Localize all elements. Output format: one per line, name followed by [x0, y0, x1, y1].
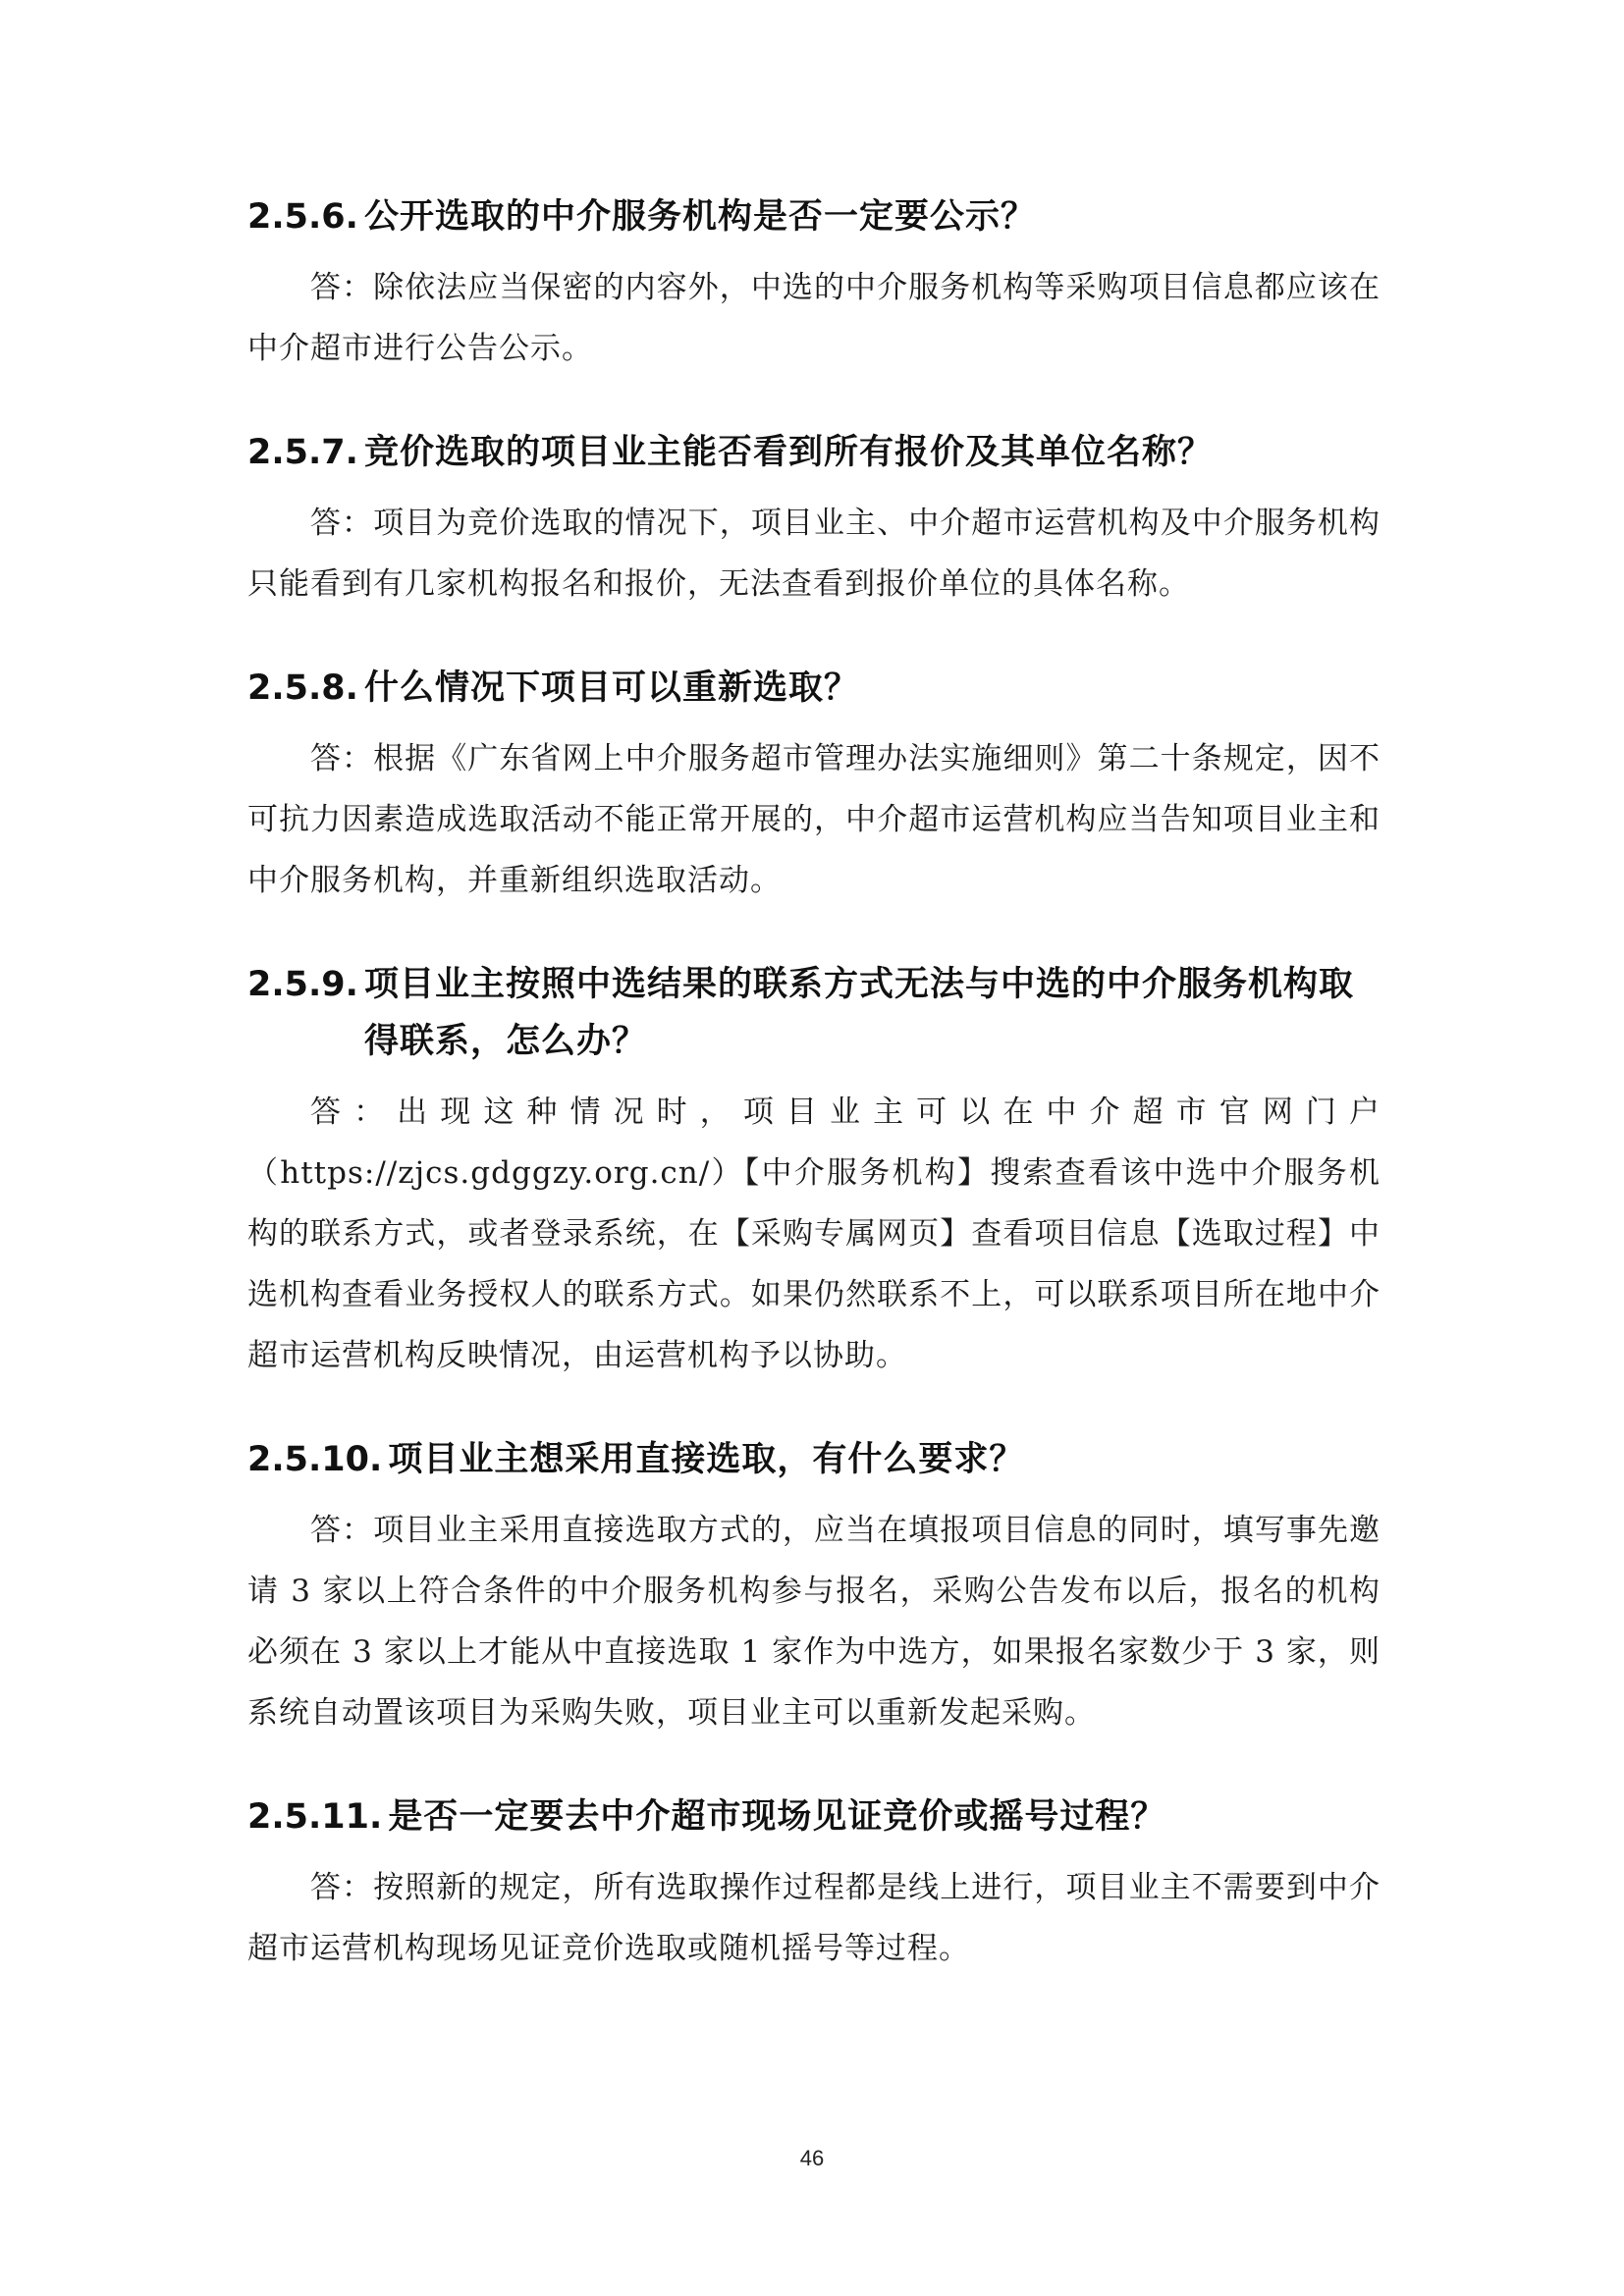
section-answer: 答：按照新的规定，所有选取操作过程都是线上进行，项目业主不需要到中介超市运营机构现场见证竞价选取或随机摇号等过程。 — [247, 1870, 1380, 1966]
section-answer: 答：项目业主采用直接选取方式的，应当在填报项目信息的同时，填写事先邀请 3 家以上符合条件的中介服务机构参与报名，采购公告发布以后，报名的机构必须在 3 家以上才能从中直接选取 1 家作为中选方，如果报名家数少于 3 家，则系统自动置该项目为采购失败，项目业主可以重新发起采购。 — [247, 1513, 1380, 1731]
faq-section-2-5-6 — [247, 188, 1380, 379]
section-heading — [247, 956, 1380, 1070]
section-title: 什么情况下项目可以重新选取？ — [363, 668, 859, 708]
section-number: 2.5.6. — [247, 197, 358, 237]
faq-section-2-5-11 — [247, 1789, 1380, 1979]
page-content — [247, 188, 1380, 2024]
faq-section-2-5-7 — [247, 424, 1380, 614]
section-title: 是否一定要去中介超市现场见证竞价或摇号过程？ — [388, 1797, 1166, 1837]
section-heading — [247, 1431, 1380, 1488]
section-heading — [247, 1789, 1380, 1845]
section-number: 2.5.7. — [247, 433, 358, 472]
section-number: 2.5.8. — [247, 668, 358, 708]
section-heading — [247, 188, 1380, 245]
section-number: 2.5.9. — [247, 965, 358, 1004]
section-heading — [247, 660, 1380, 717]
faq-section-2-5-10 — [247, 1431, 1380, 1743]
section-title: 项目业主想采用直接选取，有什么要求？ — [388, 1440, 1025, 1479]
section-answer: 答：除依法应当保密的内容外，中选的中介服务机构等采购项目信息都应该在中介超市进行公告公示。 — [247, 270, 1380, 366]
faq-section-2-5-8 — [247, 660, 1380, 911]
section-title: 项目业主按照中选结果的联系方式无法与中选的中介服务机构取得联系，怎么办？ — [363, 965, 1354, 1061]
page-number: 46 — [799, 2146, 825, 2170]
section-title: 公开选取的中介服务机构是否一定要公示？ — [363, 197, 1036, 237]
section-number: 2.5.11. — [247, 1797, 383, 1837]
section-number: 2.5.10. — [247, 1440, 383, 1479]
section-heading — [247, 424, 1380, 481]
section-answer: 答：根据《广东省网上中介服务超市管理办法实施细则》第二十条规定，因不可抗力因素造成选取活动不能正常开展的，中介超市运营机构应当告知项目业主和中介服务机构，并重新组织选取活动。 — [247, 741, 1380, 898]
section-answer: 答：项目为竞价选取的情况下，项目业主、中介超市运营机构及中介服务机构只能看到有几家机构报名和报价，无法查看到报价单位的具体名称。 — [247, 506, 1380, 602]
section-title: 竞价选取的项目业主能否看到所有报价及其单位名称？ — [363, 433, 1213, 472]
section-answer: 答：出现这种情况时，项目业主可以在中介超市官网门户（https://zjcs.gdggzy.org.cn/）【中介服务机构】搜索查看该中选中介服务机构的联系方式，或者登录系统，在【采购专属网页】查看项目信息【选取过程】中选机构查看业务授权人的联系方式。如果仍然联系不上，可以联系项目所在地中介超市运营机构反映情况，由运营机构予以协助。 — [247, 1095, 1380, 1373]
faq-section-2-5-9 — [247, 956, 1380, 1386]
